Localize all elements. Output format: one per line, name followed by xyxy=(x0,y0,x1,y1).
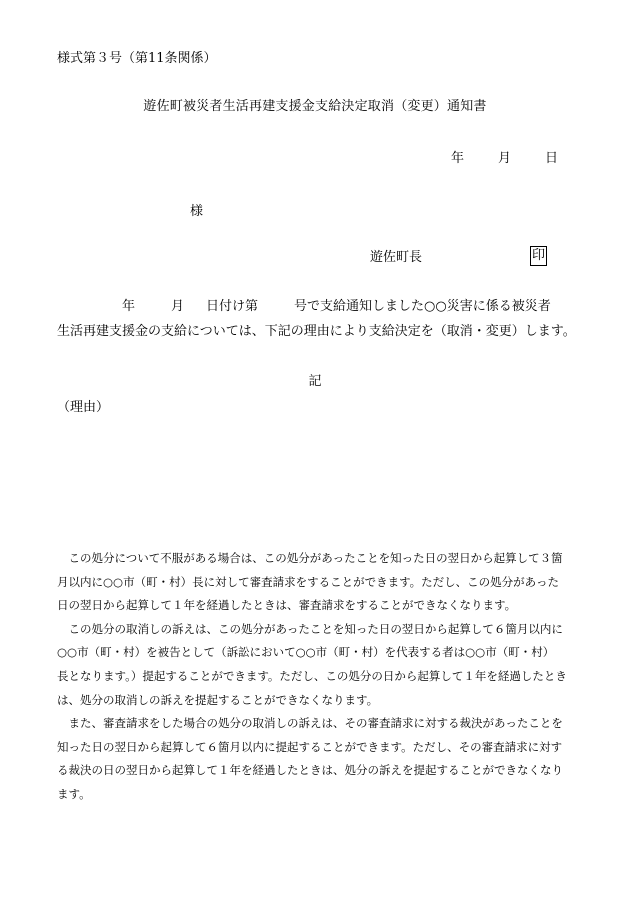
seal-mark: 印 xyxy=(530,246,547,266)
notice-line: は、処分の取消しの訴えを提起することができなくなります。 xyxy=(57,692,379,707)
date-line xyxy=(451,150,558,167)
document-title: 遊佐町被災者生活再建支援金支給決定取消（変更）通知書 xyxy=(143,99,487,114)
appeal-notice xyxy=(57,547,577,807)
reason-label: （理由） xyxy=(57,400,110,415)
date-month-label: 月 xyxy=(497,151,511,166)
body-year-label: 年 xyxy=(122,299,136,314)
body-line-2: 生活再建支援金の支給については、下記の理由により支給決定を（取消・変更）します。 xyxy=(57,324,576,339)
form-number: 様式第３号（第11条関係） xyxy=(57,51,217,66)
body-month-label: 月 xyxy=(171,299,185,314)
notice-line: ○○市（町・村）を被告として（訴訟において○○市（町・村）を代表する者は○○市（町・村） xyxy=(57,645,555,660)
notice-line: る裁決の日の翌日から起算して１年を経過したときは、処分の訴えを提起することができなくなり xyxy=(57,763,563,778)
notice-line: この処分の取消しの訴えは、この処分があったことを知った日の翌日から起算して６箇月以内に xyxy=(57,621,563,636)
notice-line: 知った日の翌日から起算して６箇月以内に提起することができます。ただし、その審査請求に対す xyxy=(57,739,563,754)
notice-line: 長となります。）提起することができます。ただし、この処分の日から起算して１年を経過したとき xyxy=(57,668,567,683)
addressee-suffix: 様 xyxy=(190,204,204,219)
ki-heading: 記 xyxy=(308,374,322,389)
notice-line: 月以内に○○市（町・村）長に対して審査請求をすることができます。ただし、この処分があった xyxy=(57,574,560,589)
notice-line: 日の翌日から起算して１年を経過したときは、審査請求をすることができなくなります。 xyxy=(57,598,517,613)
body-day-label: 日付け第 xyxy=(206,299,259,314)
date-day-label: 日 xyxy=(544,151,558,166)
issuer-name: 遊佐町長 xyxy=(370,250,423,265)
notice-line: また、審査請求をした場合の処分の取消しの訴えは、その審査請求に対する裁決があったことを xyxy=(57,716,563,731)
date-year-label: 年 xyxy=(450,151,464,166)
notice-line: この処分について不服がある場合は、この処分があったことを知った日の翌日から起算して３箇 xyxy=(57,551,563,565)
notice-line: ます。 xyxy=(57,786,91,801)
body-line-1 xyxy=(122,298,551,315)
body-line-1-rest: 号で支給通知しました○○災害に係る被災者 xyxy=(294,299,551,314)
